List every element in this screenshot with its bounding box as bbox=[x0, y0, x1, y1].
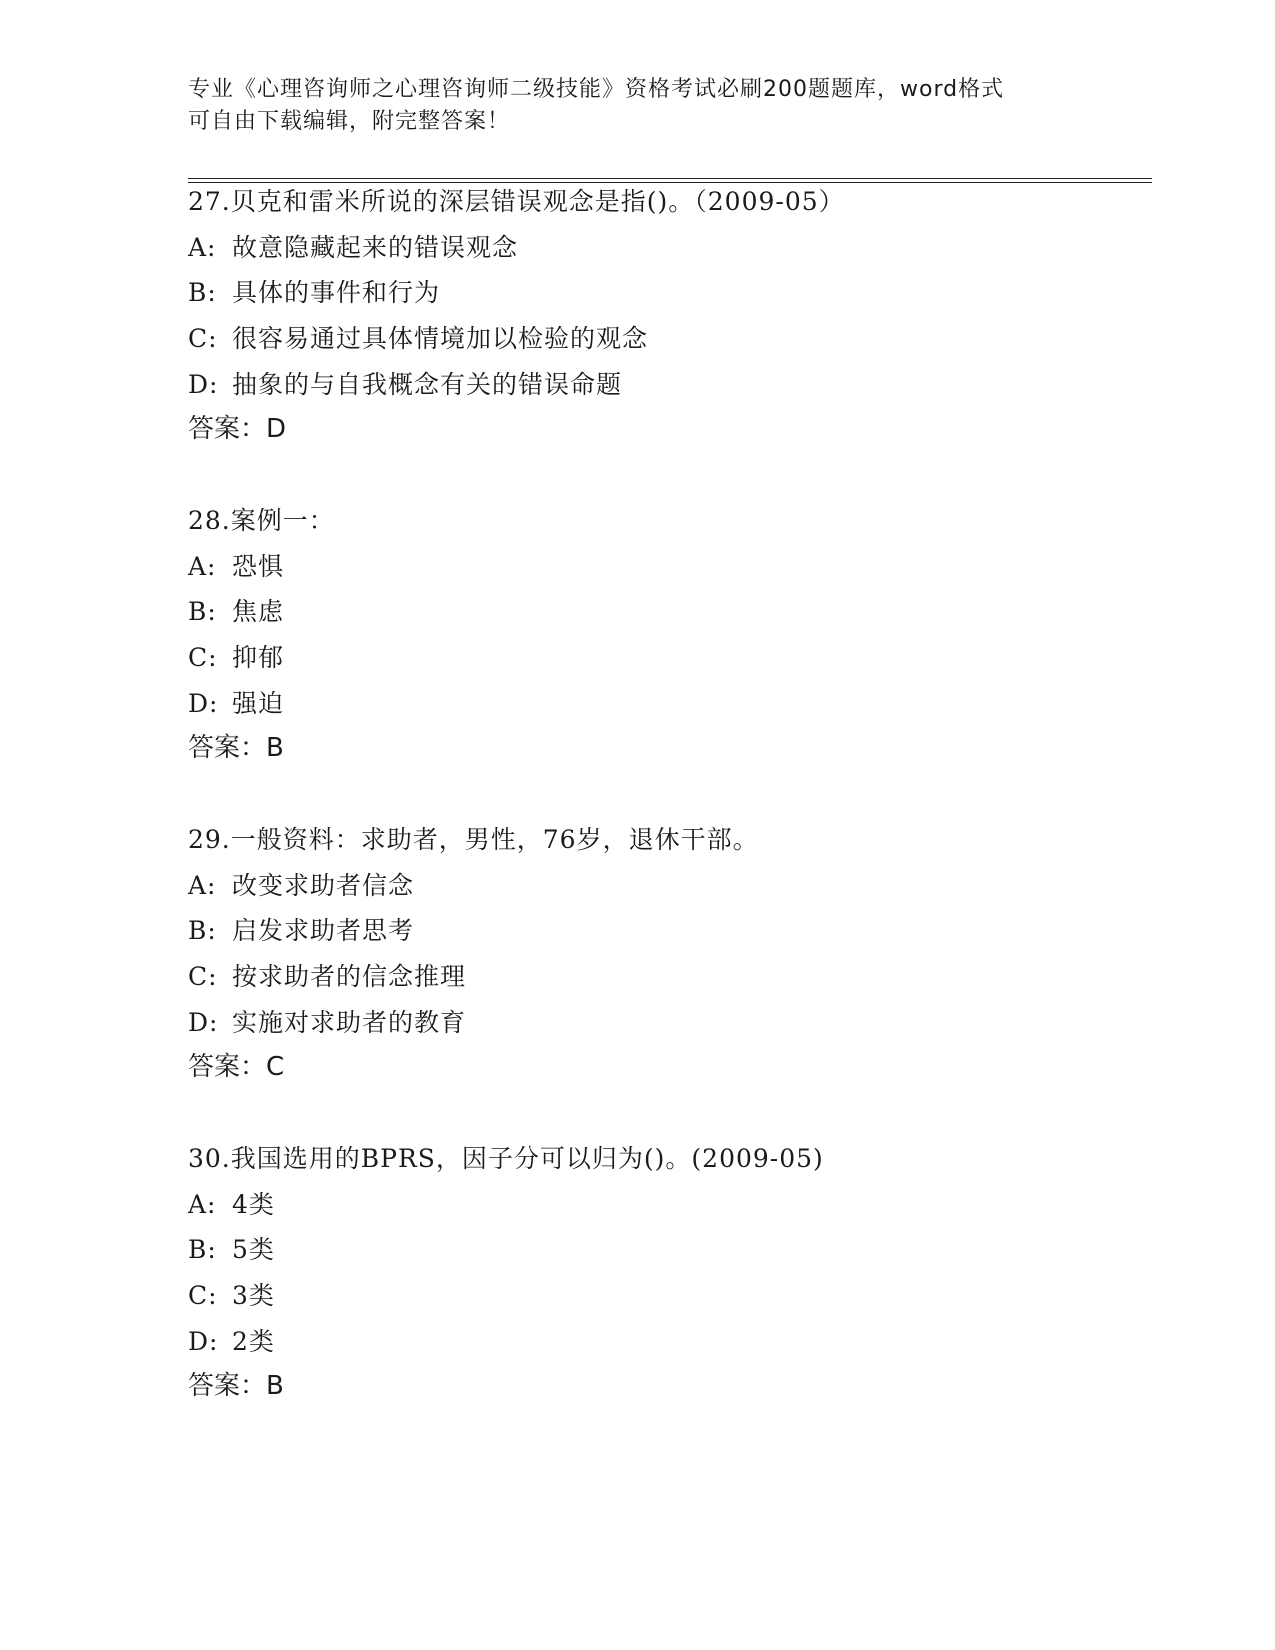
option-c bbox=[188, 954, 1138, 1000]
option-key: A: bbox=[188, 232, 217, 262]
option-c bbox=[188, 635, 1138, 681]
question-stem: 30.我国选用的BPRS，因子分可以归为()。(2009-05) bbox=[188, 1144, 824, 1173]
question-block bbox=[188, 817, 1138, 1091]
question-block bbox=[188, 1136, 1138, 1410]
option-c bbox=[188, 1273, 1138, 1319]
option-key: A: bbox=[188, 1189, 217, 1219]
option-c bbox=[188, 316, 1138, 362]
option-b bbox=[188, 908, 1138, 954]
question-block bbox=[188, 498, 1138, 772]
answer-line: 答案：B bbox=[188, 1371, 284, 1402]
question-stem: 28.案例一： bbox=[188, 506, 335, 535]
question-stem: 27.贝克和雷米所说的深层错误观念是指()。（2009-05） bbox=[188, 187, 845, 216]
option-key: B: bbox=[188, 278, 217, 308]
option-text: 抽象的与自我概念有关的错误命题 bbox=[232, 369, 623, 399]
option-key: D: bbox=[188, 688, 219, 718]
option-text: 5类 bbox=[232, 1235, 275, 1265]
option-d bbox=[188, 1000, 1138, 1046]
question-block bbox=[188, 179, 1138, 453]
option-key: A: bbox=[188, 551, 217, 581]
option-text: 3类 bbox=[232, 1281, 275, 1311]
option-key: C: bbox=[188, 643, 218, 673]
option-text: 很容易通过具体情境加以检验的观念 bbox=[232, 324, 649, 354]
answer-line: 答案：C bbox=[188, 1052, 285, 1083]
option-text: 焦虑 bbox=[232, 597, 285, 627]
option-d bbox=[188, 1319, 1138, 1365]
option-key: D: bbox=[188, 1007, 219, 1037]
option-a bbox=[188, 1182, 1138, 1228]
option-key: C: bbox=[188, 324, 218, 354]
option-text: 抑郁 bbox=[232, 643, 285, 673]
option-a bbox=[188, 544, 1138, 590]
option-d bbox=[188, 362, 1138, 408]
option-key: B: bbox=[188, 1235, 217, 1265]
option-b bbox=[188, 589, 1138, 635]
option-text: 4类 bbox=[232, 1189, 275, 1219]
option-b bbox=[188, 1227, 1138, 1273]
option-d bbox=[188, 681, 1138, 727]
option-text: 具体的事件和行为 bbox=[232, 278, 441, 308]
option-key: C: bbox=[188, 1281, 218, 1311]
option-text: 恐惧 bbox=[232, 551, 285, 581]
option-key: A: bbox=[188, 870, 217, 900]
question-stem: 29.一般资料：求助者，男性，76岁，退休干部。 bbox=[188, 825, 759, 854]
header-line-2: 可自由下载编辑，附完整答案！ bbox=[188, 109, 511, 134]
option-key: B: bbox=[188, 597, 217, 627]
option-text: 故意隐藏起来的错误观念 bbox=[232, 232, 519, 262]
option-key: D: bbox=[188, 1326, 219, 1356]
option-key: D: bbox=[188, 369, 219, 399]
option-text: 实施对求助者的教育 bbox=[232, 1007, 467, 1037]
option-key: C: bbox=[188, 962, 218, 992]
option-a bbox=[188, 863, 1138, 909]
answer-line: 答案：B bbox=[188, 733, 284, 764]
option-text: 改变求助者信念 bbox=[232, 870, 415, 900]
header-line-1: 专业《心理咨询师之心理咨询师二级技能》资格考试必刷200题题库，word格式 bbox=[188, 77, 1005, 102]
document-header bbox=[188, 74, 1088, 138]
option-text: 启发求助者思考 bbox=[232, 916, 415, 946]
option-text: 按求助者的信念推理 bbox=[232, 962, 467, 992]
option-text: 强迫 bbox=[232, 688, 285, 718]
option-key: B: bbox=[188, 916, 217, 946]
option-a bbox=[188, 225, 1138, 271]
option-text: 2类 bbox=[232, 1326, 275, 1356]
answer-line: 答案：D bbox=[188, 414, 287, 445]
option-b bbox=[188, 270, 1138, 316]
